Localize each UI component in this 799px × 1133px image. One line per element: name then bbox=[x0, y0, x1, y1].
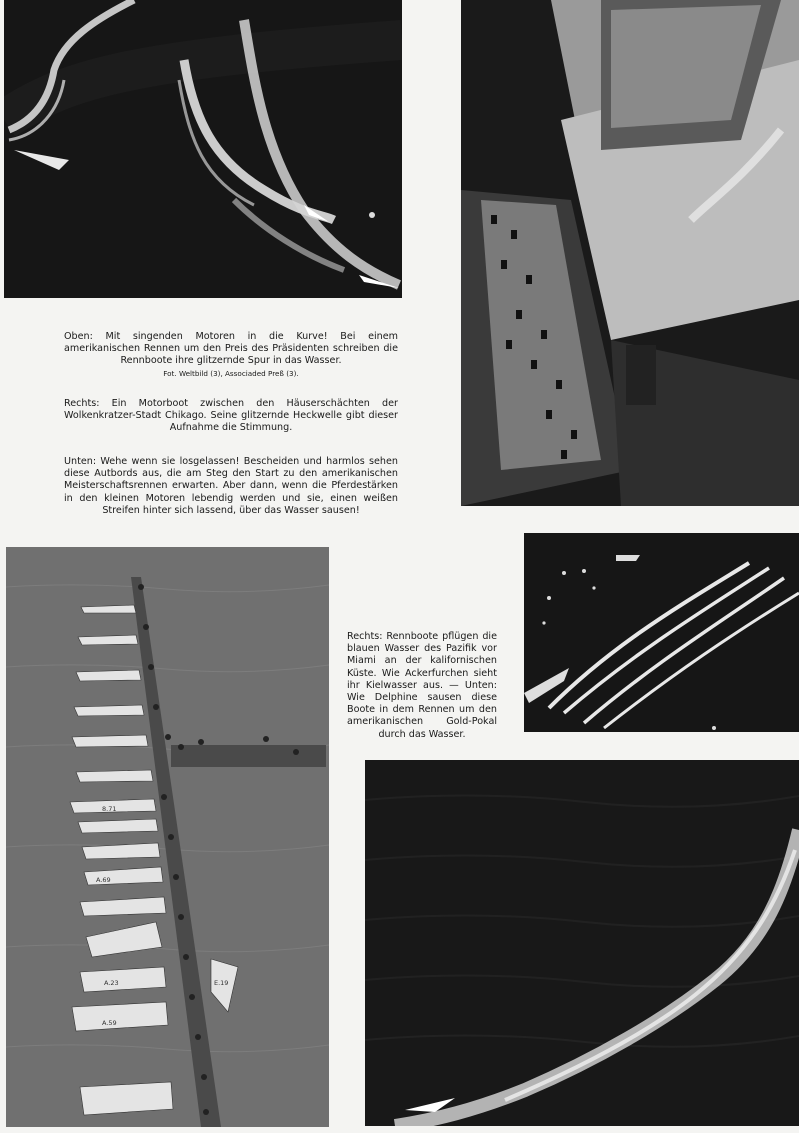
photo-miami-wakes bbox=[524, 533, 799, 732]
boat-number-a69: A.69 bbox=[96, 876, 111, 884]
caption-outboards bbox=[64, 456, 398, 517]
caption-pacific bbox=[347, 631, 497, 741]
boat-number-e19: E.19 bbox=[214, 979, 229, 987]
caption-top bbox=[64, 331, 398, 379]
caption-pacific-text: Rechts: Rennboote pflügen die blauen Wasser des Pazifik vor Miami an der kalifornischen Küste. Wie Ackerfurchen sieht ihr Kielwasser aus. — Unten: Wie Delphine sausen diese Boote in dem Rennen um den amerikanischen Gold-Pokal durch das Wasser. bbox=[347, 631, 497, 740]
photo-credit: Fot. Weltbild (3), Associaded Preß (3). bbox=[163, 368, 299, 378]
photo-outboards-pier bbox=[6, 547, 329, 1127]
photo-gold-cup-race bbox=[365, 760, 799, 1126]
boat-number-a23: A.23 bbox=[104, 979, 119, 987]
photo-chicago-motorboat bbox=[461, 0, 799, 506]
boat-number-a59: A.59 bbox=[102, 1019, 117, 1027]
caption-chicago-text: Rechts: Ein Motorboot zwischen den Häuserschächten der Wolkenkratzer-Stadt Chikago. Seine glitzernde Heckwelle gibt dieser Aufnahme die Stimmung. bbox=[64, 398, 398, 434]
boat-number-871: 8.71 bbox=[102, 805, 117, 813]
caption-chicago bbox=[64, 398, 398, 435]
photo-boats-curve bbox=[4, 0, 402, 298]
caption-top-text: Oben: Mit singenden Motoren in die Kurve! Bei einem amerikanischen Rennen um den Preis des Präsidenten schreiben die Rennboote ihre glitzernde Spur in das Wasser. bbox=[64, 331, 398, 367]
caption-outboards-text: Unten: Wehe wenn sie losgelassen! Bescheiden und harmlos sehen diese Autbords aus, die am Steg den Start zu den amerikanischen Meisterschaftsrennen erwarten. Aber dann, wenn die Pferdestärken in den kleinen Motoren lebendig werden und sie, einen weißen Streifen hinter sich lassend, über das Wasser sausen! bbox=[64, 456, 398, 516]
